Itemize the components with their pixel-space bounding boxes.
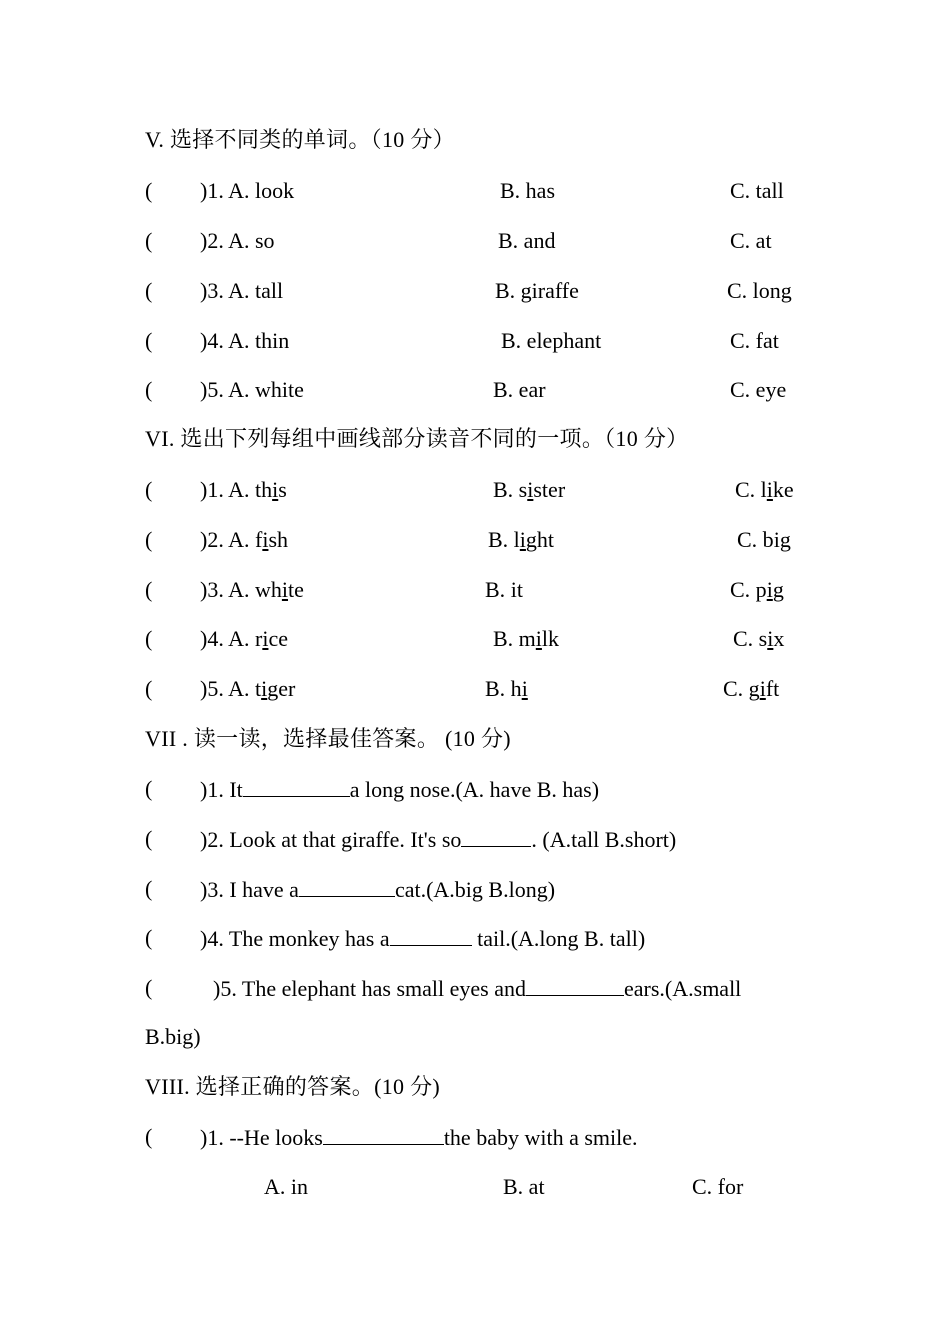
option-a: )1. A. look — [200, 178, 295, 203]
option-c: C. fat — [730, 328, 779, 353]
option-c: C. tall — [730, 178, 784, 203]
option-c: C. for — [692, 1174, 744, 1199]
answer-blank[interactable] — [243, 774, 350, 797]
section-5-heading: V. 选择不同类的单词。（10 分） — [145, 127, 455, 152]
option-c: C. pig — [730, 577, 784, 602]
option-a: )4. A. thin — [200, 328, 290, 353]
option-c: C. big — [737, 527, 791, 552]
option-b: B. sister — [493, 477, 566, 502]
answer-paren: ( — [145, 477, 153, 502]
section-6-heading: VI. 选出下列每组中画线部分读音不同的一项。（10 分） — [145, 426, 689, 451]
answer-paren: ( — [145, 776, 153, 801]
option-a: )5. A. tiger — [200, 676, 296, 701]
question-text: )5. The elephant has small eyes and ears.(A.small — [213, 973, 741, 1004]
answer-paren: ( — [145, 377, 153, 402]
answer-paren: ( — [145, 626, 153, 651]
option-a: )2. A. so — [200, 228, 275, 253]
answer-paren: ( — [145, 676, 153, 701]
answer-paren: ( — [145, 178, 153, 203]
answer-paren: ( — [145, 1124, 153, 1149]
option-a: )3. A. white — [200, 577, 304, 602]
question-continuation: B.big) — [145, 1024, 201, 1049]
option-c: C. gift — [723, 676, 780, 701]
answer-paren: ( — [145, 826, 153, 851]
option-b: B. has — [500, 178, 555, 203]
section-7-heading: VII . 读一读，选择最佳答案。 (10 分) — [145, 726, 511, 751]
option-c: C. six — [733, 626, 785, 651]
options-row — [0, 1172, 950, 1202]
option-c: C. like — [735, 477, 794, 502]
section-8-heading: VIII. 选择正确的答案。(10 分) — [145, 1074, 441, 1099]
option-b: B. milk — [493, 626, 560, 651]
option-b: B. it — [485, 577, 523, 602]
option-b: B. hi — [485, 676, 528, 701]
answer-blank[interactable] — [526, 973, 624, 996]
question-text: )2. Look at that giraffe. It's so . (A.tall B.short) — [200, 824, 676, 855]
option-c: C. eye — [730, 377, 787, 402]
option-c: C. long — [727, 278, 792, 303]
answer-paren: ( — [145, 328, 153, 353]
option-a: )2. A. fish — [200, 527, 289, 552]
answer-paren: ( — [145, 876, 153, 901]
question-text: )1. --He looks the baby with a smile. — [200, 1122, 638, 1153]
option-a: )4. A. rice — [200, 626, 288, 651]
question-text: )3. I have a cat.(A.big B.long) — [200, 874, 555, 905]
option-a: )3. A. tall — [200, 278, 284, 303]
answer-blank[interactable] — [461, 824, 531, 847]
question-text: )1. It a long nose.(A. have B. has) — [200, 774, 599, 805]
answer-paren: ( — [145, 527, 153, 552]
option-b: B. at — [503, 1174, 545, 1199]
answer-paren: ( — [145, 278, 153, 303]
answer-paren: ( — [145, 925, 153, 950]
option-a: A. in — [264, 1174, 308, 1199]
option-b: B. and — [498, 228, 556, 253]
option-a: )5. A. white — [200, 377, 304, 402]
answer-paren: ( — [145, 975, 153, 1000]
answer-blank[interactable] — [323, 1122, 444, 1145]
option-b: B. elephant — [501, 328, 602, 353]
answer-paren: ( — [145, 228, 153, 253]
option-c: C. at — [730, 228, 772, 253]
question-text: )4. The monkey has a tail.(A.long B. tall) — [200, 923, 645, 954]
option-b: B. light — [488, 527, 555, 552]
answer-blank[interactable] — [299, 874, 395, 897]
option-b: B. ear — [493, 377, 546, 402]
answer-paren: ( — [145, 577, 153, 602]
option-b: B. giraffe — [495, 278, 579, 303]
answer-blank[interactable] — [390, 923, 472, 946]
option-a: )1. A. this — [200, 477, 287, 502]
